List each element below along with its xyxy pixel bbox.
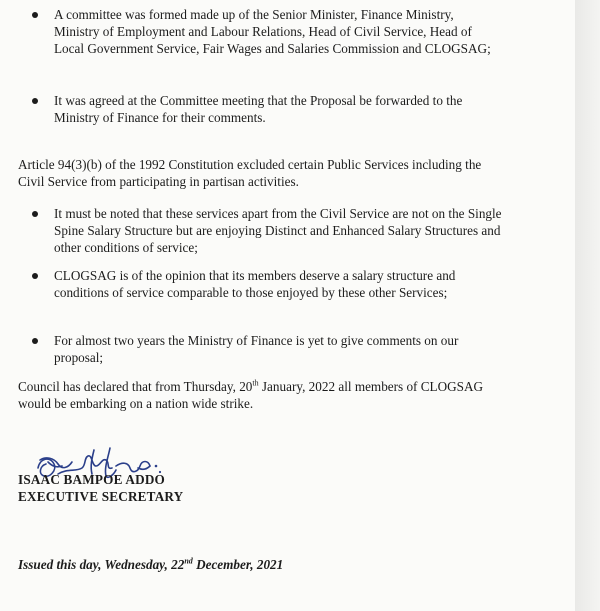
bullet-clogsag-opinion <box>32 267 502 319</box>
issued-text-after: December, 2021 <box>192 557 284 572</box>
council-text-after: January, 2022 all members of CLOGSAG would be embarking on a nation wide strike. <box>18 379 484 411</box>
bullet-services-note <box>32 205 502 257</box>
bullet-text: For almost two years the Ministry of Finance is yet to give comments on our proposal; <box>54 333 459 365</box>
bullet-dot <box>32 211 38 217</box>
bullet-committee-meeting <box>32 92 502 128</box>
council-text-before: Council has declared that from Thursday, 20 <box>18 379 253 394</box>
bullet-dot <box>32 273 38 279</box>
council-declaration <box>18 378 500 412</box>
signatory-name: ISAAC BAMPOE ADDO <box>18 472 166 487</box>
bullet-ministry-delay <box>32 332 502 368</box>
page-edge <box>575 0 600 611</box>
bullet-text: CLOGSAG is of the opinion that its members deserve a salary structure and conditions of service comparable to those enjoyed by these other Services; <box>54 268 456 300</box>
bullet-dot <box>32 12 38 18</box>
bullet-committee <box>32 6 502 78</box>
article-paragraph: Article 94(3)(b) of the 1992 Constitution excluded certain Public Services including the Civil Service from participating in partisan activities. <box>18 157 482 189</box>
bullet-text: It was agreed at the Committee meeting that the Proposal be forwarded to the Ministry of Finance for their comments. <box>54 93 463 125</box>
council-date-suffix: th <box>252 378 259 388</box>
issued-text-before: Issued this day, Wednesday, 22 <box>18 557 185 572</box>
issued-date-suffix: nd <box>184 556 193 566</box>
bullet-text: It must be noted that these services apart from the Civil Service are not on the Single Spine Salary Structure but are enjoying Distinct and Enhanced Salary Structures and other conditions of service; <box>54 206 502 255</box>
bullet-dot <box>32 98 38 104</box>
signatory-title: EXECUTIVE SECRETARY <box>18 489 184 504</box>
issued-date-line <box>18 557 283 573</box>
bullet-dot <box>32 338 38 344</box>
bullet-text: A committee was formed made up of the Senior Minister, Finance Ministry, Ministry of Employment and Labour Relations, Head of Civil Service, Head of Local Government Service, Fair Wages and Salaries Commission and CLOGSAG; <box>54 7 491 56</box>
